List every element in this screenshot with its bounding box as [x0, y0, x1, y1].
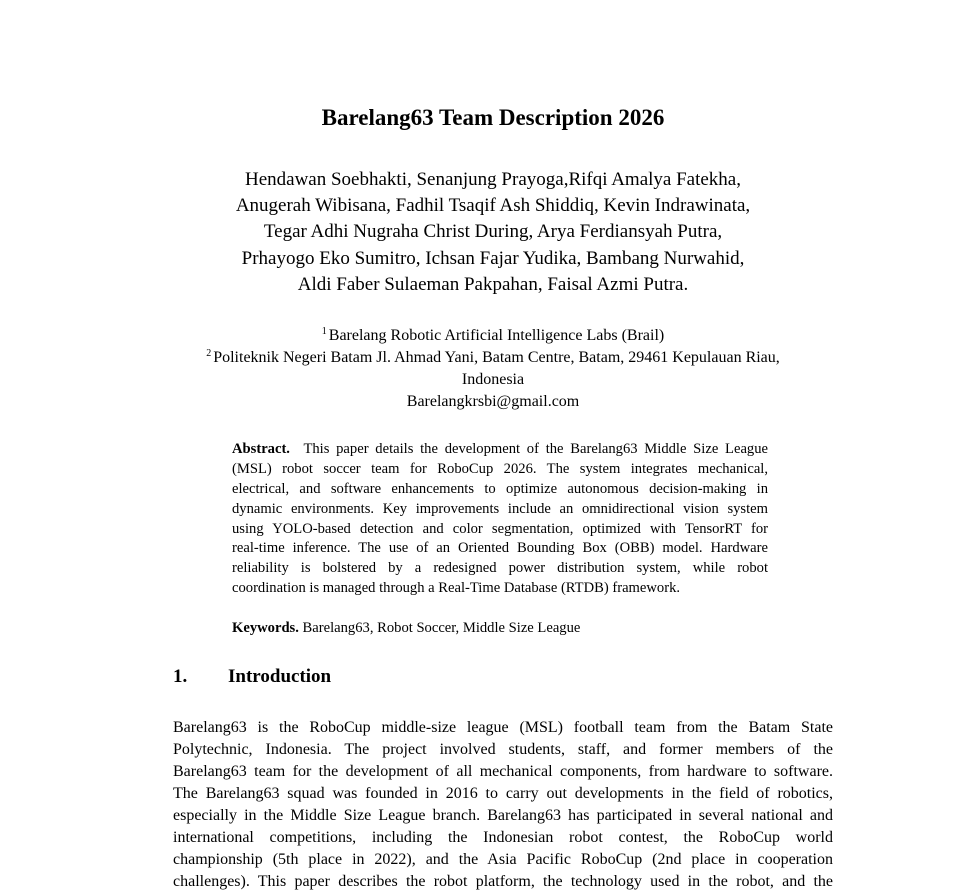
- affiliation-text: Barelang Robotic Artificial Intelligence Labs (Brail): [328, 327, 665, 344]
- paragraph-line: Barelang63 is the RoboCup middle-size league (MSL) football team from the Batam State: [173, 719, 833, 736]
- affiliation-1: [150, 325, 836, 347]
- affiliation-2: [150, 347, 836, 369]
- abstract-line: using YOLO-based detection and color segmentation, optimized with TensorRT for: [232, 520, 768, 537]
- abstract-line: coordination is managed through a Real-Time Database (RTDB) framework.: [232, 580, 681, 597]
- paragraph-line: Polytechnic, Indonesia. The project involved students, staff, and former members of the: [173, 741, 833, 758]
- abstract: [232, 440, 768, 599]
- abstract-line: (MSL) robot soccer team for RoboCup 2026. The system integrates mechanical,: [232, 460, 768, 477]
- contact-email: Barelangkrsbi@gmail.com: [406, 393, 580, 410]
- author-line: Prhayogo Eko Sumitro, Ichsan Fajar Yudika, Bambang Nurwahid,: [241, 247, 745, 269]
- abstract-line: dynamic environments. Key improvements include an omnidirectional vision system: [232, 500, 768, 517]
- author-list: [200, 167, 786, 298]
- abstract-line: real-time inference. The use of an Oriented Bounding Box (OBB) model. Hardware: [232, 540, 768, 557]
- section-number: 1.: [173, 666, 188, 687]
- paragraph-line: international competitions, including the Indonesian robot contest, the RoboCup world: [173, 829, 833, 846]
- abstract-line: electrical, and software enhancements to optimize autonomous decision-making in: [232, 480, 768, 497]
- keywords: [232, 618, 768, 638]
- affiliation-continuation: Indonesia: [461, 371, 525, 388]
- paragraph-line: Barelang63 team for the development of all mechanical components, from hardware to software.: [173, 763, 833, 780]
- author-line: Hendawan Soebhakti, Senanjung Prayoga,Rifqi Amalya Fatekha,: [244, 169, 741, 190]
- author-line: Tegar Adhi Nugraha Christ During, Arya Ferdiansyah Putra,: [263, 221, 723, 243]
- keywords-text: Barelang63, Robot Soccer, Middle Size League: [302, 620, 581, 636]
- paragraph-line: championship (5th place in 2022), and the Asia Pacific RoboCup (2nd place in cooperation: [173, 851, 833, 868]
- paragraph-line: The Barelang63 squad was founded in 2016 to carry out developments in the field of robotics,: [173, 785, 833, 802]
- abstract-label: Abstract.: [232, 441, 290, 457]
- affiliations: [150, 325, 836, 413]
- introduction-paragraph: [173, 717, 833, 893]
- section-heading-introduction: [173, 664, 331, 690]
- paper-title: Barelang63 Team Description 2026: [321, 105, 665, 130]
- abstract-text: This paper details the development of the Barelang63 Middle Size League: [303, 441, 768, 457]
- paragraph-line: challenges). This paper describes the robot platform, the technology used in the robot, and the: [173, 873, 833, 890]
- paragraph-line: especially in the Middle Size League branch. Barelang63 has participated in several national and: [173, 807, 833, 824]
- abstract-line: reliability is bolstered by a redesigned power distribution system, while robot: [232, 560, 768, 577]
- affiliation-marker: 1: [321, 326, 327, 337]
- author-line: Anugerah Wibisana, Fadhil Tsaqif Ash Shiddiq, Kevin Indrawinata,: [235, 195, 751, 217]
- abstract-line: [232, 440, 768, 460]
- author-line: Aldi Faber Sulaeman Pakpahan, Faisal Azmi Putra.: [297, 273, 689, 295]
- affiliation-text: Politeknik Negeri Batam Jl. Ahmad Yani, Batam Centre, Batam, 29461 Kepulauan Riau,: [213, 349, 780, 366]
- section-title: Introduction: [228, 666, 332, 687]
- keywords-label: Keywords.: [232, 620, 299, 636]
- affiliation-marker: 2: [206, 348, 212, 359]
